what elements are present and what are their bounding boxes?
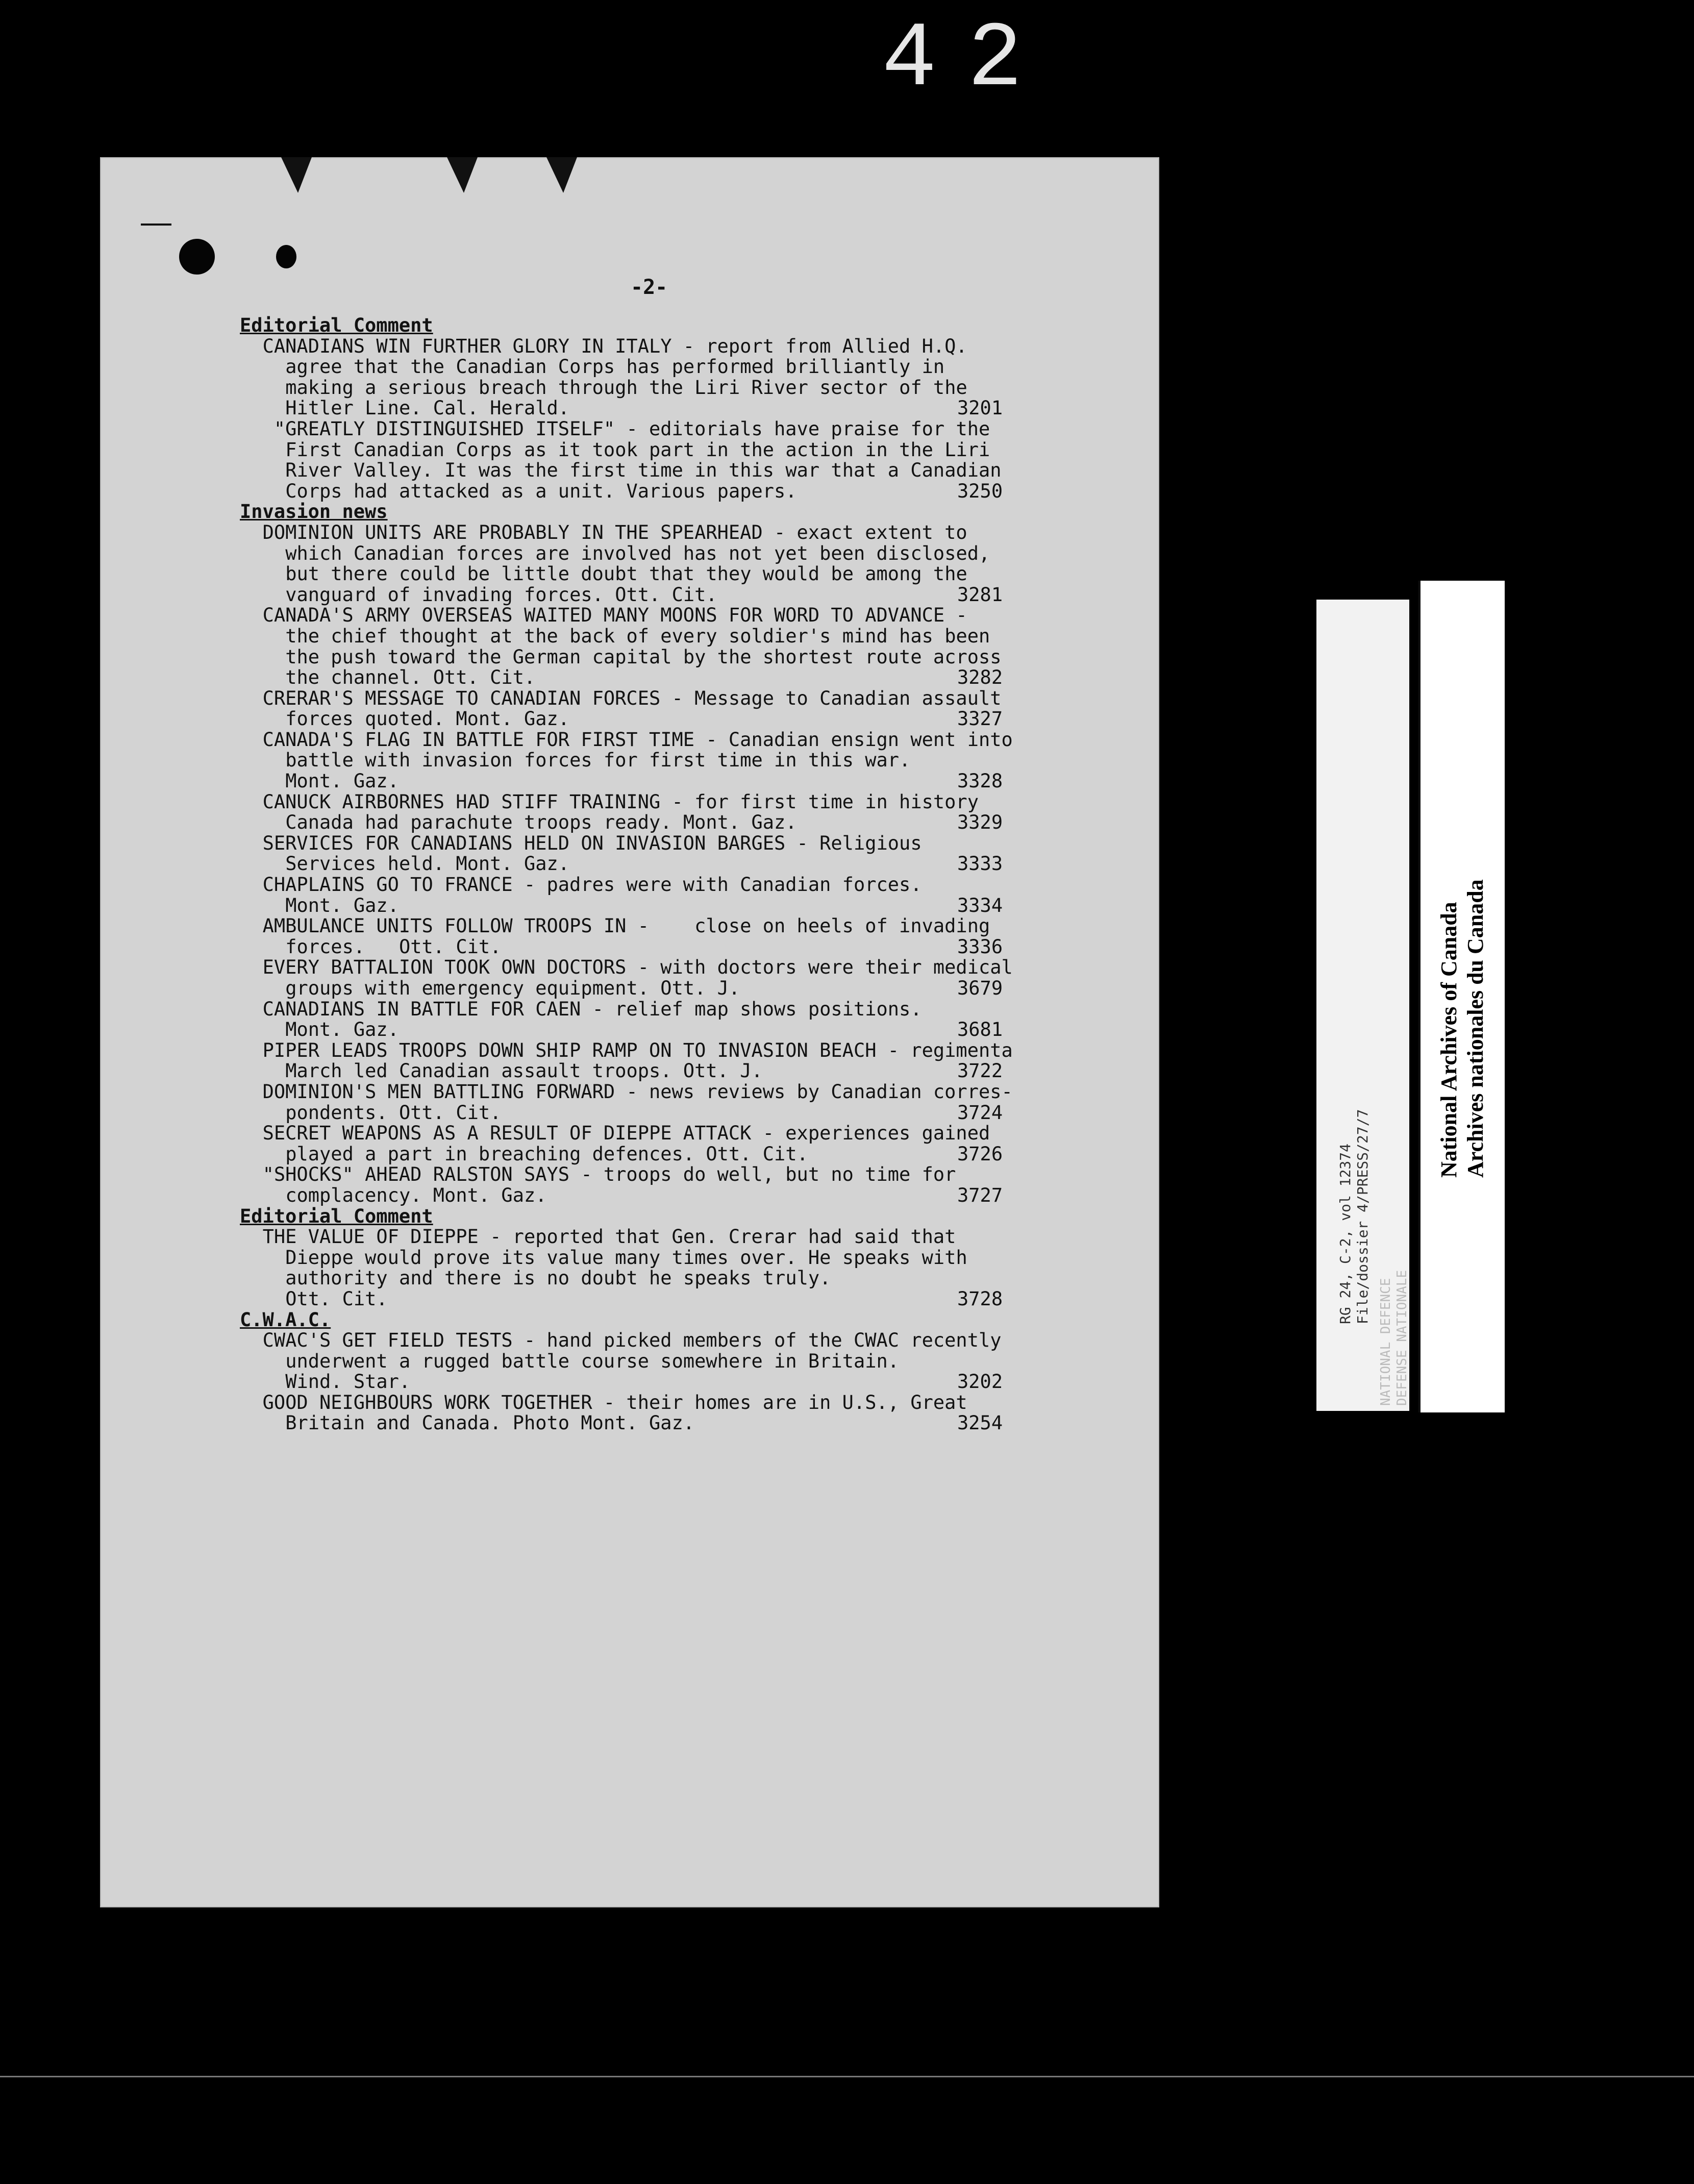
line-text: CANADA'S FLAG IN BATTLE FOR FIRST TIME - Canadian ensign went into: [262, 728, 1013, 751]
typed-line: [240, 1061, 1209, 1082]
typed-line: [240, 730, 1209, 751]
typed-line: [240, 398, 1209, 419]
line-text: vanguard of invading forces. Ott. Cit.: [285, 583, 717, 606]
line-text: PIPER LEADS TROOPS DOWN SHIP RAMP ON TO INVASION BEACH - regimenta: [262, 1039, 1013, 1061]
typed-line: [240, 626, 1209, 647]
frame-number: 42: [882, 8, 1054, 112]
typed-line: [240, 833, 1209, 854]
typed-line: [240, 875, 1209, 896]
line-text: Dieppe would prove its value many times over. He speaks with: [285, 1246, 967, 1269]
line-text: CHAPLAINS GO TO FRANCE - padres were with Canadian forces.: [262, 874, 922, 896]
line-text: forces quoted. Mont. Gaz.: [285, 708, 570, 730]
reference-code: 3726: [957, 1143, 1003, 1165]
typed-line: [240, 336, 1209, 357]
typed-line: [240, 978, 1209, 999]
typed-line: [240, 543, 1209, 564]
typed-line: [240, 999, 1209, 1020]
typed-line: [240, 750, 1209, 771]
archive-reference: [1337, 1109, 1372, 1324]
reference-code: 3336: [957, 935, 1003, 958]
line-text: First Canadian Corps as it took part in the action in the Liri: [285, 438, 990, 461]
typed-line: [240, 1413, 1209, 1434]
reference-code: 3722: [957, 1060, 1003, 1082]
document-page: [100, 157, 1159, 1907]
reference-code: 3328: [957, 770, 1003, 792]
typed-line: [240, 812, 1209, 833]
line-text: making a serious breach through the Liri River sector of the: [285, 376, 967, 399]
paper-tab: [546, 157, 577, 193]
reference-code: 3201: [957, 397, 1003, 419]
archives-line: Archives nationales du Canada: [1463, 879, 1488, 1178]
section-heading-text: Invasion news: [240, 501, 388, 523]
line-text: agree that the Canadian Corps has performed brilliantly in: [285, 356, 945, 378]
reference-code: 3202: [957, 1371, 1003, 1393]
line-text: underwent a rugged battle course somewhere in Britain.: [285, 1350, 900, 1372]
line-text: CANADIANS IN BATTLE FOR CAEN - relief map shows positions.: [262, 998, 922, 1020]
line-text: DOMINION UNITS ARE PROBABLY IN THE SPEARHEAD - exact extent to: [262, 521, 967, 543]
typed-line: [240, 1020, 1209, 1040]
typed-line: [240, 688, 1209, 709]
reference-code: 3724: [957, 1101, 1003, 1124]
reference-line: File/dossier 4/PRESS/27/7: [1354, 1109, 1371, 1324]
typed-line: [240, 378, 1209, 399]
line-text: CANUCK AIRBORNES HAD STIFF TRAINING - for first time in history: [262, 790, 979, 813]
section-heading: [240, 1206, 1209, 1227]
line-text: Mont. Gaz.: [285, 1019, 399, 1041]
line-text: AMBULANCE UNITS FOLLOW TROOPS IN - close on heels of invading: [262, 915, 990, 937]
line-text: THE VALUE OF DIEPPE - reported that Gen. Crerar had said that: [262, 1226, 956, 1248]
typed-line: [240, 357, 1209, 378]
punch-hole: [276, 245, 296, 268]
line-text: River Valley. It was the first time in this war that a Canadian: [285, 459, 1002, 482]
line-text: Mont. Gaz.: [285, 894, 399, 916]
line-text: battle with invasion forces for first time in this war.: [285, 749, 911, 772]
typed-line: [240, 647, 1209, 668]
line-text: Canada had parachute troops ready. Mont. Gaz.: [285, 811, 797, 834]
faint-line: DEFENSE NATIONALE: [1394, 1270, 1410, 1406]
reference-code: 3728: [957, 1287, 1003, 1310]
reference-code: 3681: [957, 1019, 1003, 1041]
line-text: authority and there is no doubt he speaks truly.: [285, 1267, 831, 1289]
paper-tab: [281, 157, 312, 193]
typed-line: [240, 1268, 1209, 1289]
typed-line: [240, 1185, 1209, 1206]
typed-line: [240, 1351, 1209, 1372]
typed-line: [240, 957, 1209, 978]
typed-line: [240, 585, 1209, 606]
reference-code: 3727: [957, 1184, 1003, 1206]
section-heading: [240, 315, 1209, 336]
typed-line: [240, 481, 1209, 502]
line-text: "GREATLY DISTINGUISHED ITSELF" - editorials have praise for the: [273, 417, 990, 440]
typed-line: [240, 1082, 1209, 1103]
typed-line: [240, 667, 1209, 688]
archive-reference-sticker: [1316, 600, 1409, 1411]
line-text: Corps had attacked as a unit. Various papers.: [285, 480, 797, 502]
typed-line: [240, 916, 1209, 937]
scan-edge-line: [0, 2076, 1694, 2077]
archives-line: National Archives of Canada: [1436, 902, 1461, 1178]
reference-code: 3250: [957, 480, 1003, 502]
line-text: DOMINION'S MEN BATTLING FORWARD - news reviews by Canadian corres-: [262, 1080, 1013, 1103]
typed-line: [240, 937, 1209, 958]
paper-tab: [447, 157, 478, 193]
line-text: the push toward the German capital by the shortest route across: [285, 646, 1002, 668]
line-text: SECRET WEAPONS AS A RESULT OF DIEPPE ATTACK - experiences gained: [262, 1122, 990, 1145]
archives-label: [1436, 879, 1489, 1178]
reference-code: 3679: [957, 977, 1003, 999]
typed-line: [240, 1164, 1209, 1185]
punch-hole: [179, 239, 215, 275]
typed-line: [240, 1123, 1209, 1144]
line-text: the chief thought at the back of every soldier's mind has been: [285, 625, 990, 647]
typed-line: [240, 1040, 1209, 1061]
reference-code: 3334: [957, 894, 1003, 916]
typed-line: [240, 792, 1209, 813]
line-text: GOOD NEIGHBOURS WORK TOGETHER - their homes are in U.S., Great: [262, 1391, 967, 1413]
reference-code: 3281: [957, 583, 1003, 606]
typed-line: [240, 896, 1209, 916]
line-text: March led Canadian assault troops. Ott. J.: [285, 1060, 763, 1082]
line-text: CANADIANS WIN FURTHER GLORY IN ITALY - report from Allied H.Q.: [262, 335, 967, 357]
reference-code: 3333: [957, 853, 1003, 875]
typed-line: [240, 1103, 1209, 1124]
line-text: CANADA'S ARMY OVERSEAS WAITED MANY MOONS FOR WORD TO ADVANCE -: [262, 604, 967, 627]
line-text: pondents. Ott. Cit.: [285, 1101, 502, 1124]
line-text: Wind. Star.: [285, 1371, 411, 1393]
section-heading: [240, 502, 1209, 523]
reference-code: 3329: [957, 811, 1003, 834]
line-text: Mont. Gaz.: [285, 770, 399, 792]
typed-line: [240, 1227, 1209, 1248]
page-number: -2-: [631, 276, 668, 299]
section-heading: [240, 1310, 1209, 1331]
line-text: but there could be little doubt that they would be among the: [285, 563, 967, 585]
line-text: CWAC'S GET FIELD TESTS - hand picked members of the CWAC recently: [262, 1329, 1002, 1352]
typed-line: [240, 1393, 1209, 1413]
typed-line: [240, 771, 1209, 792]
typed-line: [240, 460, 1209, 481]
reference-line: RG 24, C-2, vol 12374: [1337, 1143, 1354, 1324]
typed-line: [240, 1289, 1209, 1310]
section-heading-text: C.W.A.C.: [240, 1308, 331, 1331]
line-text: groups with emergency equipment. Ott. J.: [285, 977, 740, 999]
line-text: Ott. Cit.: [285, 1287, 388, 1310]
typed-text-block: [240, 315, 1209, 1434]
typed-line: [240, 440, 1209, 461]
pen-mark: [141, 224, 171, 226]
line-text: which Canadian forces are involved has not yet been disclosed,: [285, 542, 990, 564]
typed-line: [240, 1248, 1209, 1269]
line-text: complacency. Mont. Gaz.: [285, 1184, 547, 1206]
typed-line: [240, 523, 1209, 543]
line-text: the channel. Ott. Cit.: [285, 666, 536, 689]
faint-line: NATIONAL DEFENCE: [1378, 1278, 1393, 1406]
line-text: Services held. Mont. Gaz.: [285, 853, 570, 875]
line-text: "SHOCKS" AHEAD RALSTON SAYS - troops do well, but no time for: [262, 1163, 956, 1186]
typed-line: [240, 1144, 1209, 1165]
typed-line: [240, 709, 1209, 730]
typed-line: [240, 605, 1209, 626]
section-heading-text: Editorial Comment: [240, 1205, 433, 1227]
section-heading-text: Editorial Comment: [240, 314, 433, 336]
line-text: EVERY BATTALION TOOK OWN DOCTORS - with doctors were their medical: [262, 956, 1013, 979]
line-text: played a part in breaching defences. Ott. Cit.: [285, 1143, 808, 1165]
reference-code: 3327: [957, 708, 1003, 730]
typed-line: [240, 564, 1209, 585]
typed-line: [240, 854, 1209, 875]
line-text: forces. Ott. Cit.: [285, 935, 502, 958]
typed-line: [240, 1372, 1209, 1393]
reference-code: 3254: [957, 1412, 1003, 1434]
reference-code: 3282: [957, 666, 1003, 689]
faint-stamp: [1378, 1270, 1410, 1406]
typed-line: [240, 1330, 1209, 1351]
typed-line: [240, 419, 1209, 440]
line-text: Hitler Line. Cal. Herald.: [285, 397, 570, 419]
line-text: SERVICES FOR CANADIANS HELD ON INVASION BARGES - Religious: [262, 832, 922, 854]
archives-label-sticker: [1418, 581, 1505, 1412]
line-text: CRERAR'S MESSAGE TO CANADIAN FORCES - Message to Canadian assault: [262, 687, 1002, 709]
line-text: Britain and Canada. Photo Mont. Gaz.: [285, 1412, 695, 1434]
